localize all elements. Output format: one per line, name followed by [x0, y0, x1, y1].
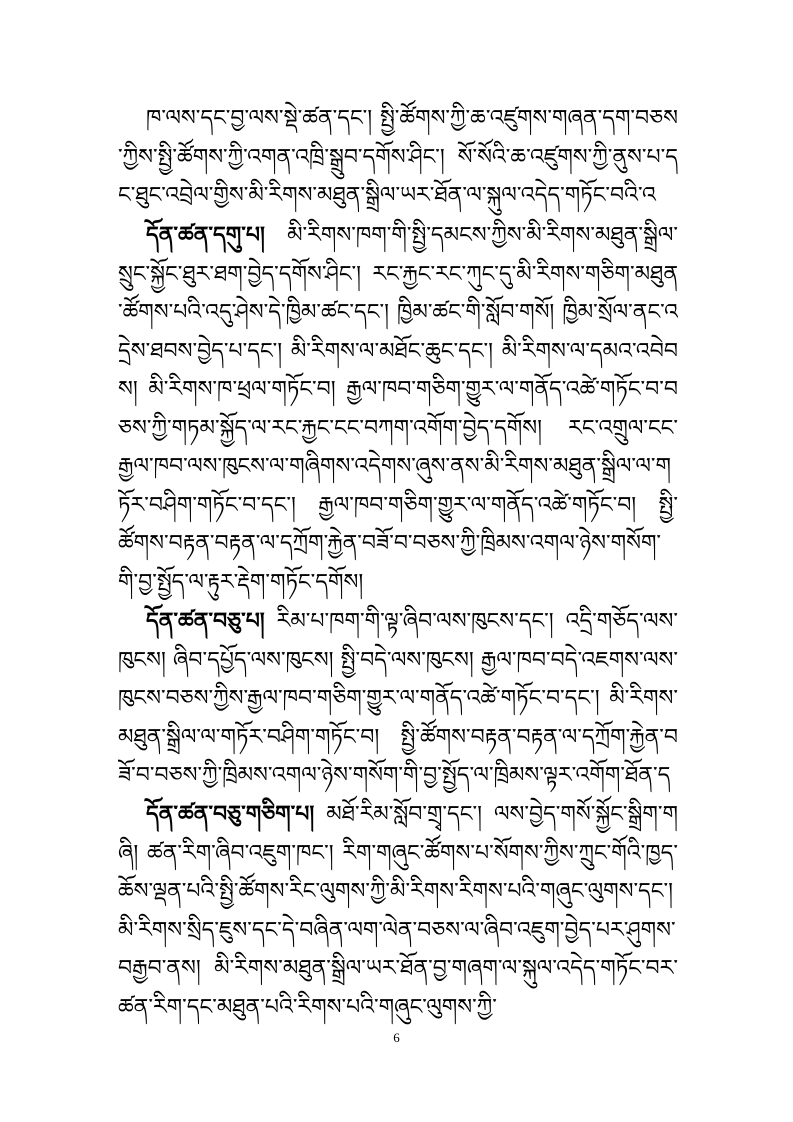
paragraph-article-11: [118, 795, 678, 1025]
page-number: 6: [393, 1030, 400, 1045]
paragraph-article-9: [118, 216, 678, 602]
article-heading: དོན་ཚན་དགུ་པ།: [146, 222, 265, 248]
article-heading: དོན་ཚན་བཅུ་པ།: [146, 608, 265, 634]
paragraph-intro-continuation: [118, 100, 678, 216]
article-heading: དོན་ཚན་བཅུ་གཅིག་པ།: [146, 801, 315, 827]
paragraph-article-10: [118, 602, 678, 795]
body-text: [118, 100, 678, 1025]
paragraph-text: རིམ་པ་ཁག་གི་ལྟ་ཞིབ་ལས་ཁུངས་དང་། འདྲི་གཅོད་ལས་ཁུངས། ཞིབ་དཔྱོད་ལས་ཁུངས། སྤྱི་བདེ་ལས་ཁུངས། རྒྱལ་ཁབ་བདེ་འཇགས་ལས་ཁུངས་བཅས་ཀྱིས་རྒྱལ་ཁབ་གཅིག་གྱུར་ལ་གནོད་འཚེ་གཏོང་བ་དང་། མི་རིགས་མཐུན་སྒྲིལ་ལ་གཏོར་བཤིག་གཏོང་བ། སྤྱི་ཚོགས་བརྟན་བརྟན་ལ་དཀྲོག་རྐྱེན་བཟོ་བ་བཅས་ཀྱི་ཁྲིམས་འགལ་ཉེས་གསོག་གི་བྱ་སྤྱོད་ལ་ཁྲིམས་ལྟར་འགོག་ཐོན་ད: [118, 609, 678, 788]
paragraph-text: མི་རིགས་ཁག་གི་སྤྱི་དམངས་ཀྱིས་མི་རིགས་མཐུན་སྒྲིལ་སྲུང་སྐྱོང་ཐུར་ཐག་བྱེད་དགོས་ཤིང་། རང་རྐྱང་རང་ཀུང་དུ་མི་རིགས་གཅིག་མཐུན་ཚོགས་པའི་འདུ་ཤེས་དེ་ཁྱིམ་ཚང་དང་། ཁྱིམ་ཚང་གི་སློབ་གསོ། ཁྱིམ་སྲོལ་ནང་འདྲེས་ཐབས་བྱེད་པ་དང་། མི་རིགས་ལ་མཐོང་ཆུང་དང་། མི་རིགས་ལ་དམའ་འབེབས། མི་རིགས་ཁ་ཕྲལ་གཏོང་བ། རྒྱལ་ཁབ་གཅིག་གྱུར་ལ་གནོད་འཚེ་གཏོང་བ་བཅས་ཀྱི་གཏམ་སྐྱོད་ལ་རང་རྐྱང་ངང་བཀག་འགོག་བྱེད་དགོས། རང་འགྲུལ་ངང་རྒྱལ་ཁབ་ལས་ཁུངས་ལ་གཞིགས་འདེགས་ཞུས་ནས་མི་རིགས་མཐུན་སྒྲིལ་ལ་གཏོར་བཤིག་གཏོང་བ་དང་། རྒྱལ་ཁབ་གཅིག་གྱུར་ལ་གནོད་འཚེ་གཏོང་བ། སྤྱི་ཚོགས་བརྟན་བརྟན་ལ་དཀྲོག་རྐྱེན་བཟོ་བ་བཅས་ཀྱི་ཁྲིམས་འགལ་ཉེས་གསོག་གི་བྱ་སྤྱོད་ལ་རྟུར་རྡེག་གཏོང་དགོས།: [118, 223, 678, 595]
paragraph-text: མཐོ་རིམ་སློབ་གྲྭ་དང་། ལས་བྱེད་གསོ་སྐྱོང་སྒྲིག་གཞི། ཚན་རིག་ཞིབ་འཇུག་ཁང་། རིག་གཞུང་ཚོགས་པ་སོགས་ཀྱིས་ཀྲུང་གོའི་ཁྱད་ཆོས་ལྡན་པའི་སྤྱི་ཚོགས་རིང་ལུགས་ཀྱི་མི་རིགས་རིགས་པའི་གཞུང་ལུགས་དང་། མི་རིགས་སྲིད་ཇུས་དང་དེ་བཞིན་ལག་ལེན་བཅས་ལ་ཞིབ་འཇུག་བྱེད་པར་ཤུགས་བརྒྱབ་ནས། མི་རིགས་མཐུན་སྒྲིལ་ཡར་ཐོན་བྱ་གཞག་ལ་སྐུལ་འདེད་གཏོང་བར་ཚན་རིག་དང་མཐུན་པའི་རིགས་པའི་གཞུང་ལུགས་ཀྱི་: [118, 802, 678, 1020]
paragraph-text: ཁ་ལས་དང་བྱ་ལས་སྡེ་ཚན་དང་། སྤྱི་ཚོགས་ཀྱི་ཆ་འཛུགས་གཞན་དག་བཅས་ཀྱིས་སྤྱི་ཚོགས་ཀྱི་འགན་འཁྲི་སྒྲུབ་དགོས་ཤིང་། སོ་སོའི་ཆ་འཛུགས་ཀྱི་ནུས་པ་དང་ཐུང་འབྲེལ་གྱིས་མི་རིགས་མཐུན་སྒྲིལ་ཡར་ཐོན་ལ་སྐུལ་འདེད་གཏོང་བའི་འ: [118, 106, 678, 208]
